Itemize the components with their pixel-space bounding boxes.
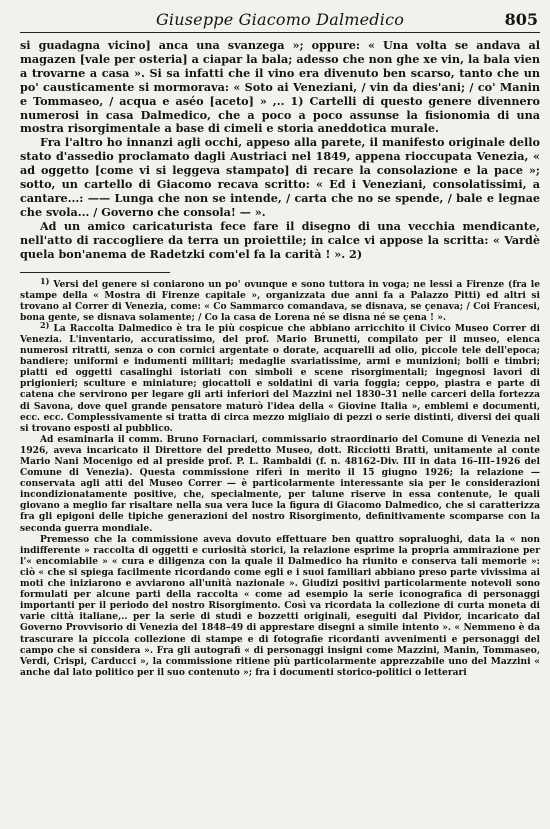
page-number: 805 <box>504 10 538 29</box>
footnote-text: Versi del genere si coniarono un po' ovunque e sono tuttora in voga; ne lessi a Firenze (fra le stampe della « Mostra di Firenze capitale », organizzata due anni fa a Palazzo Pitti) ed altri si trovano al Correr di Venezia, come: « Co Sammarco comandava, se disnava, se çenava; / Coi Francesi, bona gente, se disnava solamente; / Co la casa de Lorena né se disna né se çena ! ». <box>20 278 540 323</box>
running-title: Giuseppe Giacomo Dalmedico <box>155 10 405 29</box>
footnote-text: La Raccolta Dalmedico è tra le più cospicue che abbiano arricchito il Civico Museo Correr di Venezia. L'inventario, accuratissimo, del prof. Mario Brunetti, compilato per il museo, elenca numerosi ritratti, senza o con cornici argentate o dorate, acquarelli ad olio, piccole tele dell'epoca; bandiere; uniformi e indumenti militari; medaglie svariatissime, armi e munizioni; bolli e timbri; piatti ed oggetti casalinghi istoriati con simboli e scene risorgimentali; ingegnosi lavori di prigionieri; sculture e miniature; giocattoli e soldatini di varia foggia; ceppo, piastra e parte di catena che servirono per legare gli arti inferiori del Mazzini nel 1830–31 nelle carceri della fortezza di Savona, dove quel grande pensatore maturò l'idea della « Giovine Italia », emblemi e documenti, ecc. ecc. Complessivamente si tratta di circa mezzo migliaio di pezzi o serie distinti, diversi dei quali si trovano esposti al pubblico. <box>20 322 540 434</box>
footnote-marker: 2) <box>40 319 50 330</box>
main-text <box>20 39 540 262</box>
footnotes <box>20 275 540 678</box>
body-paragraph: si guadagna vicino] anca una svanzega »; oppure: « Una volta se andava al magazen [vale per osteria] a ciapar la bala; adesso che non ghe xe vin, la bala vien a trovarne a casa ». Si sa infatti che il vino era divenuto ben scarso, tanto che un po' causticamente si mormorava: « Soto ai Veneziani, / vin da dies'ani; / co' Manin e Tommaseo, / acqua e aséo [aceto] » ,.. 1) Cartelli di questo genere divennero numerosi in casa Dalmedico, che a poco a poco assunse la fisionomia di una mostra risorgimentale a base di cimeli e storia aneddotica murale. <box>20 38 540 136</box>
body-paragraph: Fra l'altro ho innanzi agli occhi, appeso alla parete, il manifesto originale dello stato d'assedio proclamato dagli Austriaci nel 1849, appena rioccupata Venezia, « ad oggetto [come vi si leggeva stampato] di recare la consolazione e la pace »; sotto, un cartello di Giacomo recava scritto: « Ed i Veneziani, consolatissimi, a cantare...: —— Lunga che non se intende, / carta che no se spende, / bale e legnae che svola... / Governo che consola! — ». <box>20 135 540 219</box>
running-header <box>20 8 540 33</box>
footnote-continuation: Ad esaminarla il comm. Bruno Fornaciari, commissario straordinario del Comune di Venezia nel 1926, aveva incaricato il Direttore del predetto Museo, dott. Ricciotti Bratti, unitamente al conte Mario Nani Mocenigo ed al preside prof. P. L. Rambaldi (f. n. 48162-Div. III in data 16–III–1926 del Comune di Venezia). Questa commissione riferì in merito il 15 giugno 1926; la relazione — conservata agli atti del Museo Correr — è particolarmente interessante sia per le considerazioni incondizionatamente positive, che, specialmente, per talune riserve in essa contenute, le quali giovano a meglio far risaltare nella sua vera luce la figura di Giacomo Dalmedico, che si caratterizza fra gli epigoni delle tipiche generazioni del nostro Risorgimento, definitivamente scomparse con la seconda guerra mondiale. <box>20 433 540 534</box>
footnote <box>20 275 540 323</box>
footnote <box>20 319 540 434</box>
footnote-separator <box>20 272 170 273</box>
footnote-continuation: Premesso che la commissione aveva dovuto effettuare ben quattro sopraluoghi, data la « non indifferente » raccolta di oggetti e curiosità storici, la relazione esprime la propria ammirazione per l'« encomiabile » « cura e diligenza con la quale il Dalmedico ha riunito e conserva tali memorie »: ciò « che si spiega facilmente ricordando come egli e i suoi familiari abbiano preso parte vivissima ai moti che iniziarono e avviarono all'unità nazionale ». Giudizi positivi particolarmente notevoli sono formulati per alcune parti della raccolta « come ad esempio la serie iconografica di personaggi importanti per il periodo del nostro Risorgimento. Così va ricordata la collezione di curta moneta di varie città italiane,.. per la serie di studi e bozzetti originali, eseguiti dal Pividor, incaricato dal Governo Provvisorio di Venezia del 1848–49 di apprestare disegni a simile intento ». « Nemmeno è da trascurare la piccola collezione di stampe e di fotografie ricordanti avvenimenti e personaggi del campo che si considera ». Fra gli autografi « di personaggi insigni come Mazzini, Manin, Tommaseo, Verdi, Crispi, Carducci », la commissione ritiene più particolarmente apprezzabile uno del Mazzini « anche dal lato politico per il suo contenuto »; fra i documenti storico-politici o letterari <box>20 533 540 678</box>
footnote-marker: 1) <box>40 275 50 286</box>
body-paragraph: Ad un amico caricaturista fece fare il disegno di una vecchia mendicante, nell'atto di raccogliere da terra un proiettile; in calce vi appose la scritta: « Vardè quela bon'anema de Radetzki com'el fa la carità ! ». 2) <box>20 218 540 261</box>
